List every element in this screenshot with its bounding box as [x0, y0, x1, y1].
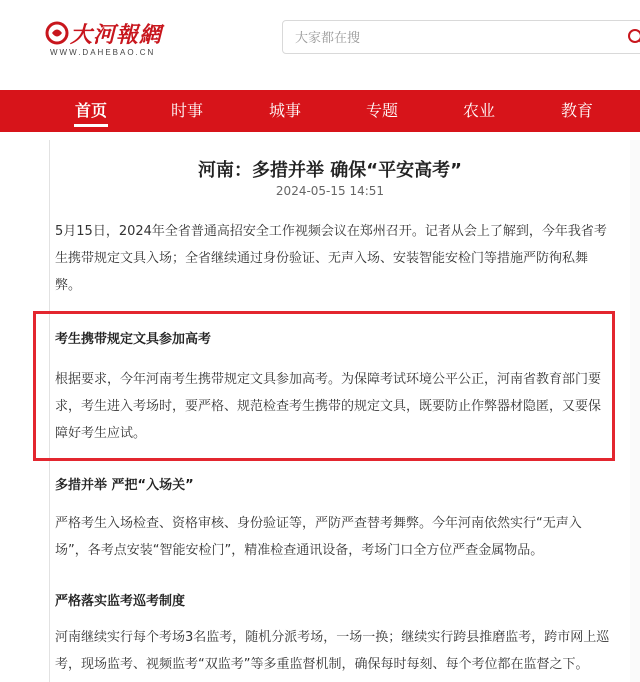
nav-item-special[interactable]: 专题 [365, 101, 398, 120]
nav-item-agriculture[interactable]: 农业 [462, 101, 495, 120]
logo-domain: WWW.DAHEBAO.CN [50, 48, 156, 57]
logo-mark-icon [44, 20, 70, 46]
search-box [282, 20, 640, 54]
article-intro: 5月15日，2024年全省普通高招安全工作视频会议在郑州召开。记者从会上了解到，今年我省考生携带规定文具入场；全省继续通过身份验证、无声入场、安装智能安检门等措施严防徇私舞弊。 [55, 224, 607, 293]
site-header [0, 0, 640, 90]
article-title: 河南：多措并举 确保“平安高考” [198, 160, 462, 181]
section-heading: 严格落实监考巡考制度 [55, 594, 186, 609]
section-body: 严格考生入场检查、资格审核、身份验证等，严防严查替考舞弊。今年河南依然实行“无声入场”，各考点安装“智能安检门”，精准检查通讯设备，考场门口全方位严查金属物品。 [55, 516, 582, 558]
sidebar-edge [630, 140, 640, 682]
nav-item-city[interactable]: 城事 [268, 101, 301, 120]
section-body: 根据要求，今年河南考生携带规定文具参加高考。为保障考试环境公平公正，河南省教育部门要求，考生进入考场时，要严格、规范检查考生携带的规定文具，既要防止作弊器材隐匿，又要保障好考生应试。 [55, 372, 602, 441]
nav-item-current-affairs[interactable]: 时事 [170, 101, 203, 120]
search-icon[interactable] [627, 28, 640, 48]
article-date: 2024-05-15 14:51 [275, 184, 385, 198]
logo-text: 大河報網 [70, 22, 163, 48]
main-nav [0, 90, 640, 132]
site-logo[interactable] [44, 18, 164, 62]
nav-item-home[interactable]: 首页 [56, 90, 126, 132]
search-input[interactable] [293, 27, 617, 49]
nav-item-education[interactable]: 教育 [560, 101, 593, 120]
section-heading: 考生携带规定文具参加高考 [55, 332, 212, 347]
section-body: 河南继续实行每个考场3名监考，随机分派考场，一场一换；继续实行跨县推磨监考，跨市网上巡考，现场监考、视频监考“双监考”等多重监督机制，确保每时每刻、每个考位都在监督之下。 [55, 630, 610, 672]
section-heading: 多措并举 严把“入场关” [55, 478, 194, 493]
